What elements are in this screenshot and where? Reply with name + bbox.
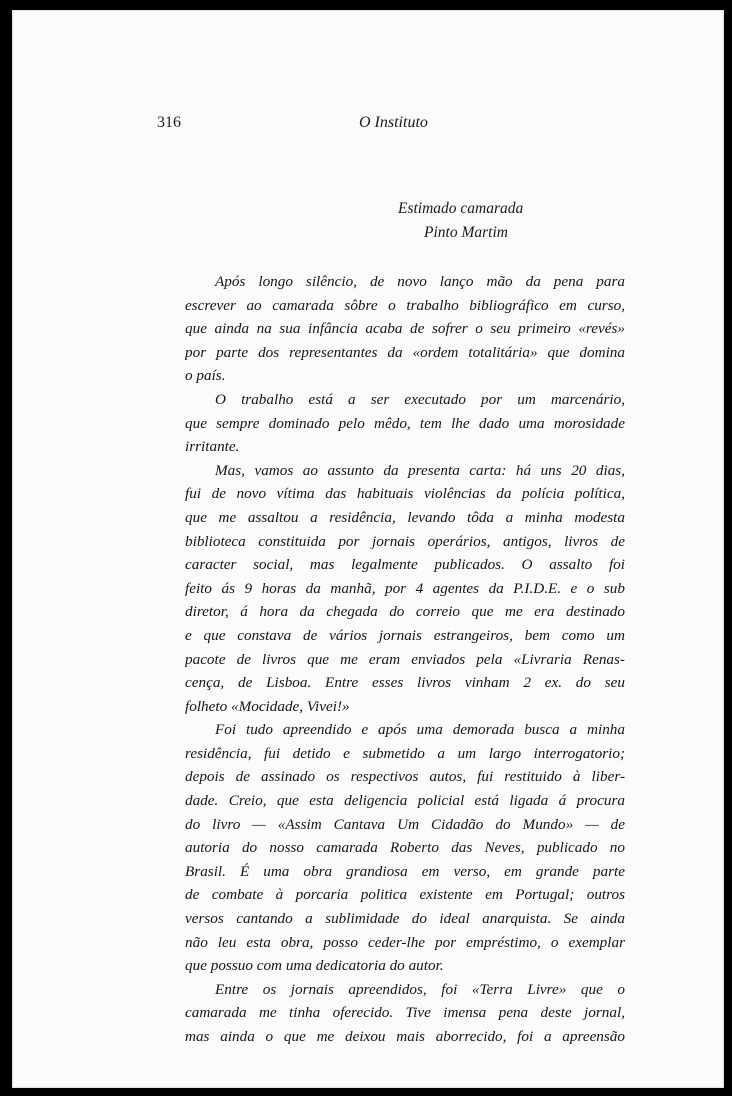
- text-line: e que constava de vários jornais estrangeiros, bem como um: [185, 626, 625, 644]
- text-line: Após longo silêncio, de novo lanço mão da pena para: [215, 273, 625, 290]
- text-line: Brasil. É uma obra grandiosa em verso, em grande parte: [185, 862, 625, 880]
- text-line: Mas, vamos ao assunto da presenta carta: há uns 20 dias,: [215, 461, 625, 479]
- text-line: Foi tudo apreendido e após uma demorada busca a minha: [215, 721, 625, 739]
- text-line: residência, fui detido e submetido a um largo interrogatorio;: [185, 744, 625, 762]
- text-line: biblioteca constituida por jornais operários, antigos, livros de: [185, 532, 625, 550]
- paragraph: [185, 270, 625, 388]
- letter-body: [185, 270, 625, 1049]
- text-line: autoria do nosso camarada Roberto das Neves, publicado no: [185, 839, 625, 857]
- page-number: 316: [157, 114, 181, 131]
- salutation-line: Estimado camarada: [398, 200, 524, 217]
- text-line: camarada me tinha oferecido. Tive imensa pena deste jornal,: [185, 1004, 625, 1022]
- text-line: irritante.: [185, 438, 240, 456]
- text-line: pacote de livros que me eram enviados pela «Livraria Renas-: [185, 650, 625, 668]
- text-line: o país.: [185, 367, 226, 385]
- paragraph: [185, 459, 625, 719]
- text-line: dade. Creio, que esta deligencia policial está ligada á procura: [185, 792, 625, 810]
- text-line: que me assaltou a residência, levando tôda a minha modesta: [185, 508, 625, 526]
- text-line: escrever ao camarada sôbre o trabalho bibliográfico em curso,: [185, 296, 625, 314]
- text-line: mas ainda o que me deixou mais aborrecido, foi a apreensão: [185, 1028, 625, 1045]
- text-line: feito ás 9 horas da manhã, por 4 agentes da P.I.D.E. e o sub: [185, 579, 625, 597]
- text-line: cença, de Lisboa. Entre esses livros vinham 2 ex. do seu: [185, 674, 625, 692]
- paragraph: [185, 978, 625, 1049]
- salutation: [398, 197, 523, 245]
- text-line: do livro — «Assim Cantava Um Cidadão do Mundo» — de: [185, 815, 625, 833]
- text-line: que sempre dominado pelo mêdo, tem lhe dado uma morosidade: [185, 414, 625, 432]
- salutation-name: Pinto Martim: [424, 224, 508, 241]
- text-line: Entre os jornais apreendidos, foi «Terra Livre» que o: [215, 980, 625, 998]
- paragraph: [185, 388, 625, 459]
- paragraph: [185, 718, 625, 978]
- text-line: não leu esta obra, posso ceder-lhe por empréstimo, o exemplar: [185, 933, 625, 951]
- text-line: O trabalho está a ser executado por um marcenário,: [215, 390, 625, 408]
- text-line: caracter social, mas legalmente publicados. O assalto foi: [185, 556, 625, 574]
- text-line: que ainda na sua infância acaba de sofrer o seu primeiro «revés»: [185, 320, 625, 338]
- text-line: fui de novo vítima das habituais violências da polícia política,: [185, 485, 625, 503]
- text-line: de combate à porcaria politica existente em Portugal; outros: [185, 886, 625, 904]
- text-line: depois de assinado os respectivos autos, fui restituido à liber-: [185, 768, 625, 786]
- running-header: O Instituto: [359, 114, 428, 131]
- text-line: que possuo com uma dedicatoria do autor.: [185, 957, 444, 975]
- text-line: folheto «Mocidade, Vivei!»: [185, 697, 350, 715]
- document-page: [12, 10, 724, 1088]
- text-line: versos cantando a sublimidade do ideal anarquista. Se ainda: [185, 910, 625, 928]
- text-line: diretor, á hora da chegada do correio que me era destinado: [185, 603, 625, 621]
- text-line: por parte dos representantes da «ordem totalitária» que domina: [185, 343, 625, 361]
